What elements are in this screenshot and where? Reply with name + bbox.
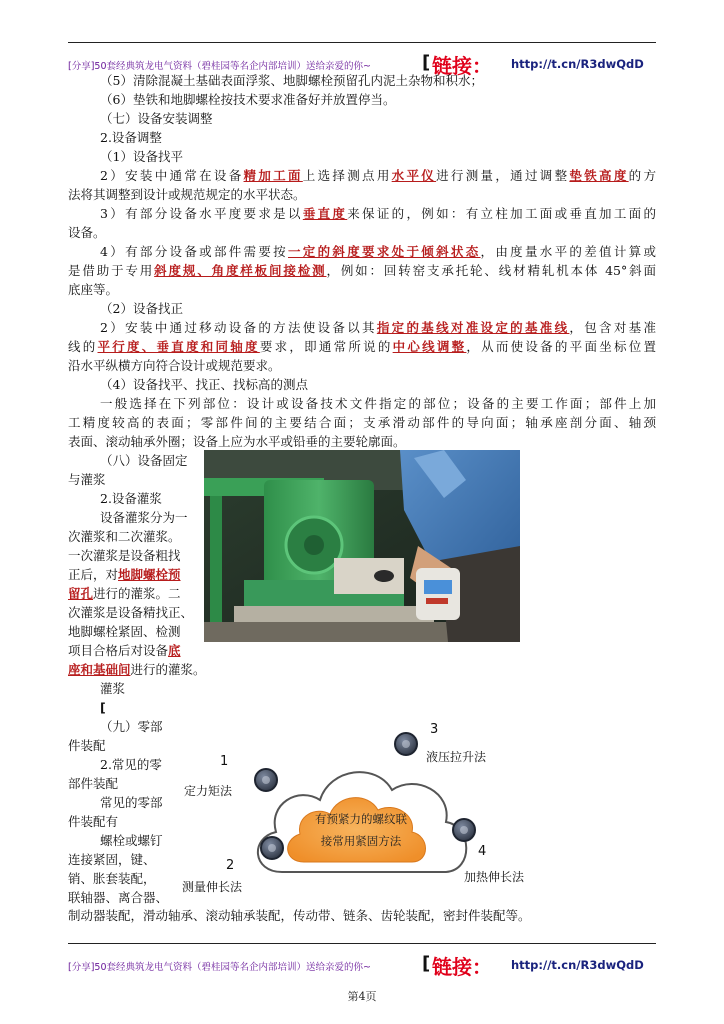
highlight-term: 底 [168,643,181,658]
footer-bracket: [ [422,953,431,974]
header-link-url[interactable]: http://t.cn/R3dwQdD [511,57,644,71]
grouting-photo-illustration [204,450,520,642]
text-line: 联轴器、离合器、 [68,890,169,905]
highlight-term: 垫铁高度 [569,168,629,183]
text-line: 座和基础间进行的灌浆。 [68,662,206,677]
text-line: 连接紧固，键、 [68,852,156,867]
text-line: [ [100,700,106,715]
fastening-methods-diagram [180,722,540,898]
footer-share-text: [分享]50套经典筑龙电气资料（碧桂园等名企内部培训）送给亲爱的你~ [68,962,371,973]
text-line: 设备。 [68,225,106,240]
highlight-term: 垂直度 [302,206,348,221]
highlight-term: 地脚螺栓预 [118,567,181,582]
section-heading: 2.设备调整 [100,130,162,145]
footer-link-label: 链接： [432,955,492,979]
footer-banner [68,951,668,977]
text-line: 件装配有 [68,814,119,829]
text-line: 一次灌浆是设备粗找 [68,548,181,563]
text-line: 制动器装配，滑动轴承、滚动轴承装配，传动带、链条、齿轮装配，密封件装配等。 [68,908,531,923]
footer-link-url[interactable]: http://t.cn/R3dwQdD [511,958,644,972]
text-line: 与灌浆 [68,472,106,487]
section-heading: （4）设备找平、找正、找标高的测点 [100,377,308,392]
diagram-center-text: 有预紧力的螺纹联 接常用紧固方法 [315,812,407,848]
diagram-label-1: 定力矩法 [184,784,233,798]
page-number: 第4页 [347,990,377,1003]
diagram-num-2: 2 [226,858,235,873]
highlight-term: 指定的基线对准设定的基准线 [376,320,570,335]
section-heading: 2.设备灌浆 [100,491,162,506]
text-line: 件装配 [68,738,106,753]
diagram-label-2: 测量伸长法 [182,880,243,894]
text-line: 线的平行度、垂直度和同轴度要求，即通常所说的中心线调整，从而使设备的平面坐标位置 [68,339,656,354]
text-line: 部件装配 [68,776,119,791]
section-heading: 2.常见的零 [100,757,162,772]
section-heading: （2）设备找正 [100,301,183,316]
text-line: 次灌浆是设备精找正、 [68,605,194,620]
text-line: 销、胀套装配， [68,871,156,886]
text-line: 是借助于专用斜度规、角度样板间接检测，例如：回转窑支承托轮、线材精轧机本体 45°斜面 [68,263,656,278]
highlight-term: 一定的斜度要求处于倾斜状态 [288,244,481,259]
highlight-term: 精加工面 [243,168,303,183]
diagram-label-3: 液压拉升法 [426,750,487,764]
diagram-label-4: 加热伸长法 [464,870,525,884]
text-line: 表面、滚动轴承外圈；设备上应为水平或铅垂的主要轮廓面。 [68,434,406,449]
header-rule [68,42,656,43]
text-line: 螺栓或螺钉 [100,833,163,848]
highlight-term: 平行度、垂直度和同轴度 [97,339,260,354]
text-line: 地脚螺栓紧固、检测 [68,624,181,639]
text-line: （5）清除混凝土基础表面浮浆、地脚螺栓预留孔内泥土杂物和积水； [100,73,483,88]
section-heading: （八）设备固定 [100,453,188,468]
text-line: 2）安装中通常在设备精加工面上选择测点用水平仪进行测量，通过调整垫铁高度的方 [100,168,656,183]
text-line: 3）有部分设备水平度要求是以垂直度来保证的，例如：有立柱加工面或垂直加工面的 [100,206,656,221]
highlight-term: 留孔 [68,586,94,601]
section-heading: （九）零部 [100,719,163,734]
footer-rule [68,943,656,944]
text-line: 项目合格后对设备底 [68,643,181,658]
text-line: 次灌浆和二次灌浆。 [68,529,181,544]
header-link-label: 链接： [432,54,492,78]
text-line: 4）有部分设备或部件需要按一定的斜度要求处于倾斜状态，由度量水平的差值计算或 [100,244,656,259]
text-line: （6）垫铁和地脚螺栓按技术要求准备好并放置停当。 [100,92,396,107]
header-bracket: [ [422,52,431,73]
text-line: 设备灌浆分为一 [100,510,188,525]
text-line: 正后，对地脚螺栓预 [68,567,181,582]
diagram-num-3: 3 [430,722,439,737]
text-line: 一般选择在下列部位：设计或设备技术文件指定的部位；设备的主要工作面；部件上加 [100,396,656,411]
highlight-term: 座和基础间 [68,662,131,677]
diagram-num-4: 4 [478,844,487,859]
highlight-term: 水平仪 [391,168,437,183]
text-line: 底座等。 [68,282,119,297]
text-line: 法将其调整到设计或规范规定的水平状态。 [68,187,306,202]
diagram-num-1: 1 [220,754,229,769]
highlight-term: 中心线调整 [392,339,467,354]
text-line: 工精度较高的表面；零部件间的主要结合面；支承滑动部件的导向面；轴承座剖分面、轴颈 [68,415,656,430]
equipment-grouting-photo [204,450,520,642]
text-line: 2）安装中通过移动设备的方法使设备以其指定的基线对准设定的基准线，包含对基准 [100,320,656,335]
section-heading: （1）设备找平 [100,149,183,164]
text-line: 沿水平纵横方向符合设计或规范要求。 [68,358,281,373]
section-heading: （七）设备安装调整 [100,111,213,126]
text-line: 常见的零部 [100,795,163,810]
header-share-text: [分享]50套经典筑龙电气资料（碧桂园等名企内部培训）送给亲爱的你~ [68,61,371,72]
text-line: 灌浆 [100,681,126,696]
highlight-term: 斜度规、角度样板间接检测 [154,263,327,278]
text-line: 留孔进行的灌浆。二 [68,586,181,601]
